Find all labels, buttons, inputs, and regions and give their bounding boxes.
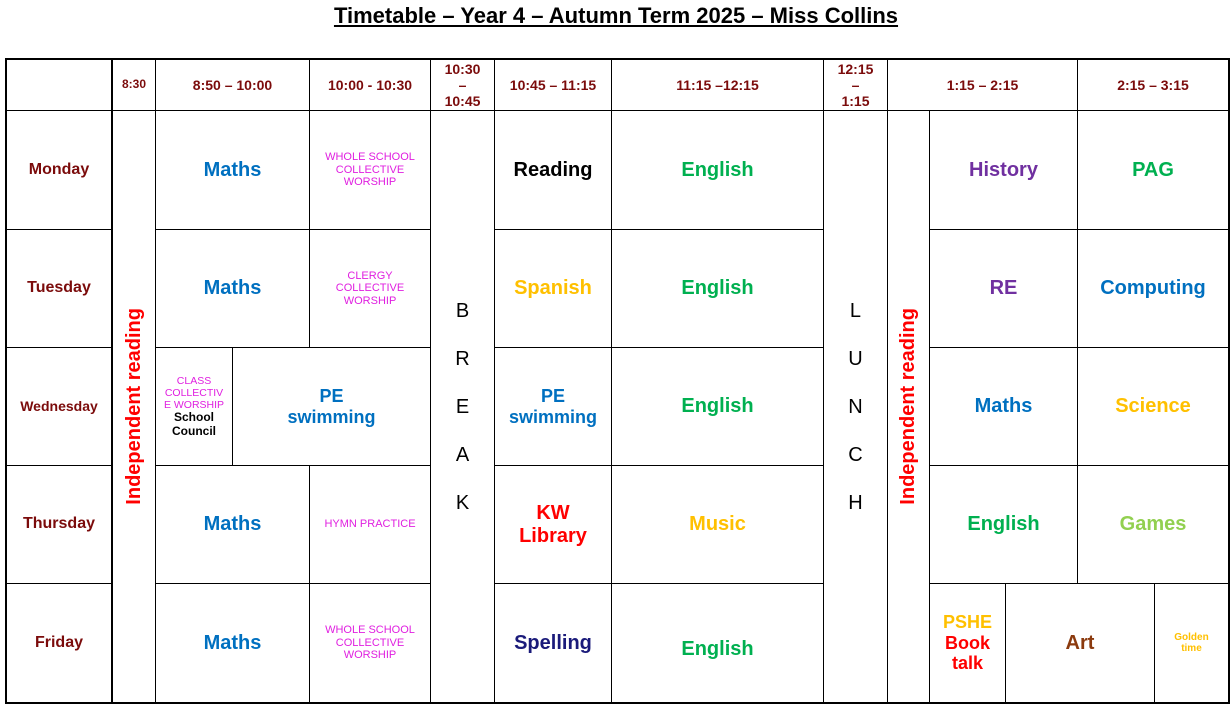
wednesday-pe-line: PE <box>319 385 344 406</box>
thursday-kw-line: Library <box>519 524 587 547</box>
lunch-letter: U <box>848 347 863 370</box>
time-1000: 10:00 - 10:30 <box>309 59 431 111</box>
lunch-letter: L <box>849 299 862 322</box>
friday-worship-line: WHOLE SCHOOL <box>325 624 415 637</box>
independent-reading-morning-label: Independent reading <box>122 308 145 505</box>
monday-worship-line: COLLECTIVE <box>335 163 405 176</box>
break-letter: E <box>455 395 470 418</box>
wednesday-pe2-line: swimming <box>508 406 597 427</box>
break-column <box>430 110 495 703</box>
time-1215 <box>823 59 888 111</box>
time-0115: 1:15 – 2:15 <box>887 59 1078 111</box>
monday-maths: Maths <box>155 110 310 230</box>
day-thursday: Thursday <box>6 465 112 584</box>
independent-reading-afternoon-label: Independent reading <box>897 308 919 505</box>
friday-book-talk-line: talk <box>951 653 984 674</box>
friday-golden-line: time <box>1181 643 1202 654</box>
page-title: Timetable – Year 4 – Autumn Term 2025 – Miss Collins <box>333 3 899 28</box>
monday-worship-line: WHOLE SCHOOL <box>325 151 415 164</box>
friday-maths: Maths <box>155 583 310 703</box>
wednesday-pe-swimming <box>232 347 431 466</box>
break-letter: B <box>455 299 470 322</box>
friday-golden-time <box>1154 583 1229 703</box>
tuesday-spanish: Spanish <box>494 229 612 348</box>
tuesday-worship <box>309 229 431 348</box>
day-friday: Friday <box>6 583 112 703</box>
thursday-music: Music <box>611 465 824 584</box>
wednesday-class-worship-line: E WORSHIP <box>163 398 225 411</box>
wednesday-class-worship-line: CLASS <box>176 374 212 387</box>
friday-worship <box>309 583 431 703</box>
time-1115: 11:15 –12:15 <box>611 59 824 111</box>
monday-worship-line: WORSHIP <box>343 176 397 189</box>
break-letter: R <box>455 347 470 370</box>
thursday-kw-library <box>494 465 612 584</box>
wednesday-pe2-line: PE <box>540 385 565 406</box>
day-monday: Monday <box>6 110 112 230</box>
monday-worship <box>309 110 431 230</box>
monday-reading: Reading <box>494 110 612 230</box>
friday-art: Art <box>1005 583 1155 703</box>
day-wednesday: Wednesday <box>6 347 112 466</box>
independent-reading-morning <box>112 110 156 703</box>
time-1215-dash: – <box>851 76 860 93</box>
friday-worship-line: WORSHIP <box>343 649 397 662</box>
tuesday-worship-line: CLERGY <box>347 269 393 282</box>
time-0215: 2:15 – 3:15 <box>1077 59 1229 111</box>
wednesday-pe-line: swimming <box>287 406 376 427</box>
time-1030 <box>430 59 495 111</box>
monday-pag: PAG <box>1077 110 1229 230</box>
break-letter: A <box>455 443 470 466</box>
tuesday-maths: Maths <box>155 229 310 348</box>
lunch-column <box>823 110 888 703</box>
lunch-letter: N <box>848 395 863 418</box>
time-1215-start: 12:15 <box>837 60 874 77</box>
friday-worship-line: COLLECTIVE <box>335 636 405 649</box>
wednesday-class-worship-line: COLLECTIV <box>164 386 224 399</box>
tuesday-re: RE <box>929 229 1078 348</box>
friday-book-talk-line: Book <box>945 632 990 653</box>
time-1030-start: 10:30 <box>444 60 481 77</box>
wednesday-class-worship <box>155 347 233 466</box>
time-1215-end: 1:15 <box>841 93 870 110</box>
time-0850: 8:50 – 10:00 <box>155 59 310 111</box>
tuesday-worship-line: COLLECTIVE <box>335 282 405 295</box>
lunch-letter: H <box>848 491 863 514</box>
wednesday-maths: Maths <box>929 347 1078 466</box>
friday-pshe-book-talk <box>929 583 1006 703</box>
time-0830: 8:30 <box>112 59 156 111</box>
header-corner <box>6 59 112 111</box>
tuesday-computing: Computing <box>1077 229 1229 348</box>
wednesday-english: English <box>611 347 824 466</box>
timetable-grid <box>5 58 1230 704</box>
time-1045: 10:45 – 11:15 <box>494 59 612 111</box>
thursday-kw-line: KW <box>536 501 570 524</box>
friday-golden-line: Golden <box>1174 631 1209 643</box>
time-1030-end: 10:45 <box>444 93 481 110</box>
thursday-english: English <box>929 465 1078 584</box>
friday-english: English <box>611 583 824 703</box>
wednesday-school-council-line: School <box>173 409 214 424</box>
monday-english: English <box>611 110 824 230</box>
day-tuesday: Tuesday <box>6 229 112 348</box>
break-letter: K <box>455 491 470 514</box>
thursday-maths: Maths <box>155 465 310 584</box>
independent-reading-afternoon <box>887 110 930 703</box>
wednesday-school-council-line: Council <box>172 423 216 438</box>
tuesday-worship-line: WORSHIP <box>343 294 397 307</box>
thursday-games: Games <box>1077 465 1229 584</box>
thursday-hymn: HYMN PRACTICE <box>309 465 431 584</box>
wednesday-science: Science <box>1077 347 1229 466</box>
friday-spelling: Spelling <box>494 583 612 703</box>
friday-pshe: PSHE <box>942 611 993 632</box>
monday-history: History <box>929 110 1078 230</box>
lunch-letter: C <box>848 443 863 466</box>
wednesday-pe-swimming-2 <box>494 347 612 466</box>
time-1030-dash: – <box>458 76 467 93</box>
tuesday-english: English <box>611 229 824 348</box>
